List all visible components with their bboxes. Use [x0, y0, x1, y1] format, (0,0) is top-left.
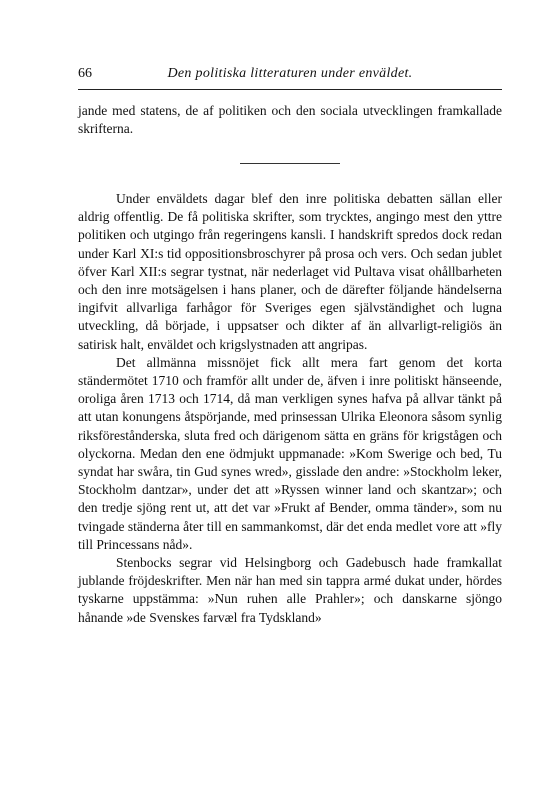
paragraph-continuation: jande med statens, de af politiken och den sociala utvecklingen framkallade skrifterna. [78, 103, 502, 137]
running-title: Den politiska litteraturen under enväldet. [167, 66, 413, 81]
page-header [78, 66, 502, 84]
paragraph: Stenbocks segrar vid Helsingborg och Gadebusch hade framkallat jublande fröjdeskrifter. Men när han med sin tappra armé dukat under, hördes tyskarne uppstämma: »Nun ruhen alle Prahler»; och danskarne sjöngo hånande »de Svenskes farvæl fra Tydskland» [78, 555, 502, 625]
text-block-main [78, 190, 502, 627]
paragraph: Det allmänna missnöjet fick allt mera fart genom det korta ständermötet 1710 och framför allt under de, äfven i inre politiskt hänseende, oroliga åren 1713 och 1714, då man verkligen synes hafva på allvar tänkt på att utan konungens åtspörjande, med prinsessan Ulrika Eleonora såsom synlig riksförestånderska, sluta fred och därigenom sätta en gräns för krigstågen och olyckorna. Medan den ene ödmjukt uppmanade: »Kom Swerige och bed, Tu syndat har swåra, tin Gud synes wred», gisslade den andre: »Stockholm leker, Stockholm dantzar», under det att »Ryssen winner land och skantzar»; och den tredje sjöng rent ut, att det var »Frukt af Bender, omma tänder», som nu tvingade ständerna åter till en sammankomst, där det enda medlet vore att »fly till Princessans nåd». [78, 354, 502, 552]
text-block-top [78, 102, 502, 138]
section-separator [240, 163, 340, 164]
header-rule [78, 89, 502, 90]
page-number: 66 [78, 66, 92, 81]
paragraph: Under enväldets dagar blef den inre politiska debatten sällan eller aldrig offentlig. De få politiska skrifter, som trycktes, angingo mest den yttre politiken och utgingo från regeringens kansli. I handskrift spredos dock redan under Karl XI:s tid oppositionsbroschyrer på prosa och vers. Och sedan jublet öfver Karl XII:s segrar tystnat, när nederlaget vid Pultava visat ohållbarheten och den inre motsägelsen i hans planer, och de därefter följande händelserna ingifvit allvarliga farhågor för Sveriges egen självständighet och lugna utveckling, då började, i uppsatser och dikter af än allvarligt-religiös än satirisk halt, enväldet och krigslystnaden att angripas. [78, 191, 502, 352]
